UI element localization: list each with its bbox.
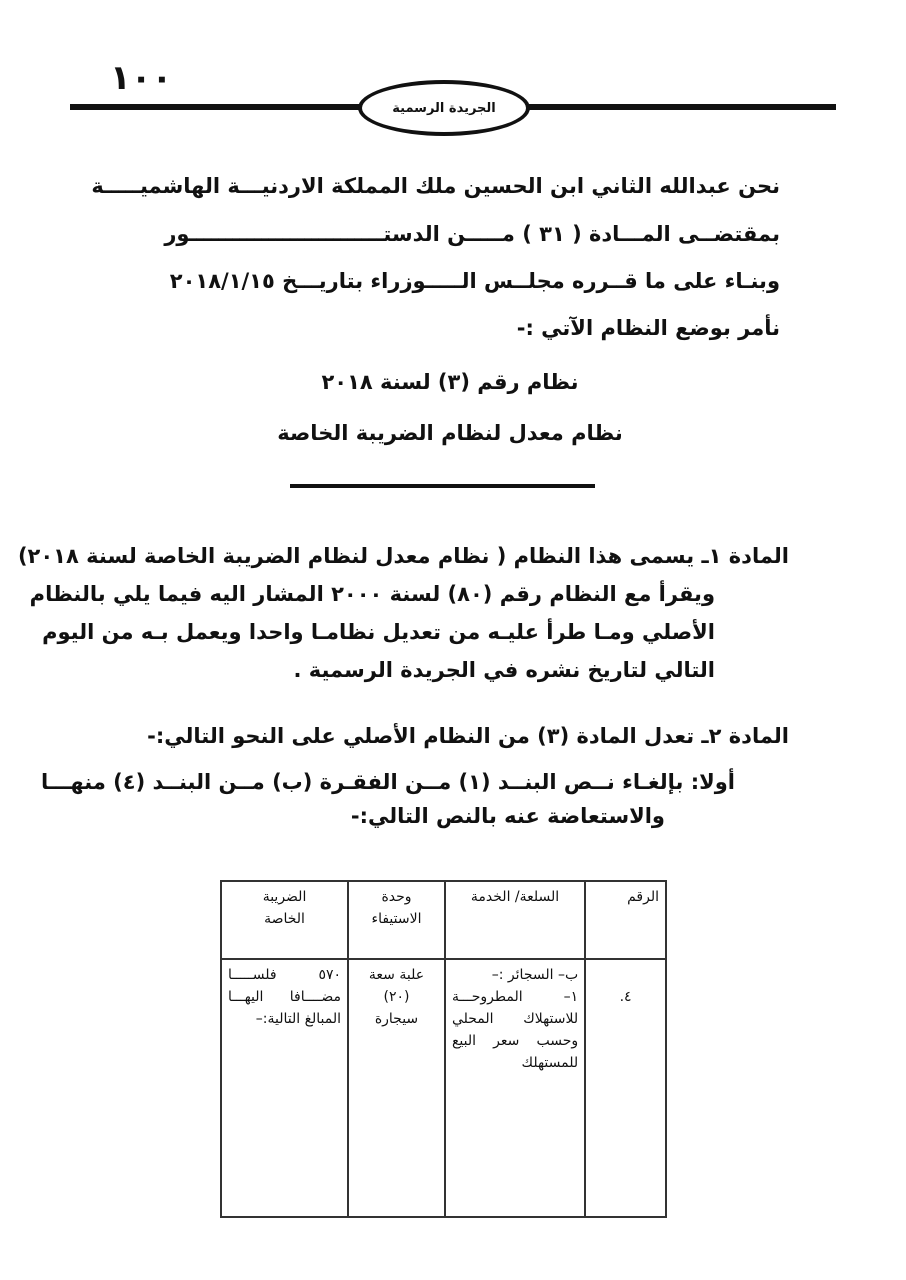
- gazette-name: الجريدة الرسمية: [392, 100, 496, 116]
- header-unit-line-2: الاستيفاء: [371, 911, 422, 927]
- preamble-line-1: نحن عبدالله الثاني ابن الحسين ملك المملكة الاردنيـــة الهاشميـــــة: [91, 174, 780, 198]
- title-rule: [290, 484, 595, 488]
- table-row: [221, 959, 666, 1217]
- row-unit: [348, 959, 445, 1217]
- row-item-line-4: وحسب سعر البيع: [451, 1033, 579, 1049]
- header-tax-line-1: الضريبة: [262, 889, 307, 905]
- row-tax-line-1: ٥٧٠ فلســـــا: [228, 967, 342, 983]
- row-number: ٤.: [585, 959, 666, 1217]
- row-item-line-1: ب– السجائر :–: [491, 967, 579, 983]
- tax-schedule-table: [220, 880, 667, 1218]
- header-tax-line-2: الخاصة: [264, 911, 305, 927]
- article1-line-4: التالي لتاريخ نشره في الجريدة الرسمية .: [293, 658, 715, 682]
- article1-line-3: الأصلي ومـا طرأ عليـه من تعديل نظامـا واحدا ويعمل بـه من اليوم: [42, 620, 715, 644]
- header-unit-line-1: وحدة: [381, 889, 412, 905]
- table-header-row: [221, 881, 666, 959]
- article1-line-2: ويقرأ مع النظام رقم (٨٠) لسنة ٢٠٠٠ المشار اليه فيما يلي بالنظام: [29, 582, 715, 606]
- row-item: [445, 959, 585, 1217]
- row-unit-line-3: سيجارة: [374, 1011, 419, 1027]
- preamble-line-4: نأمر بوضع النظام الآتي :-: [516, 316, 780, 340]
- row-unit-line-2: (٢٠): [383, 989, 410, 1005]
- row-item-line-5: للمستهلك: [521, 1055, 579, 1071]
- row-item-line-3: للاستهلاك المحلي: [451, 1011, 579, 1027]
- regulation-number: نظام رقم (٣) لسنة ٢٠١٨: [321, 370, 579, 394]
- row-tax-line-2: مضــــافا اليهـــا: [228, 989, 342, 1005]
- preamble-line-2: بمقتضــى المـــادة ( ٣١ ) مـــــن الدستـــــــــــــــــــــــــــور: [164, 222, 780, 246]
- gazette-name-badge: [358, 80, 530, 136]
- row-tax: [221, 959, 348, 1217]
- row-unit-line-1: علبة سعة: [368, 967, 425, 983]
- row-item-line-2: ١– المطروحـــة: [451, 989, 579, 1005]
- article2-clause-line-2: والاستعاضة عنه بالنص التالي:-: [350, 804, 665, 828]
- article2-clause-line-1: أولا: بإلغـاء نــص البنــد (١) مــن الفقـرة (ب) مــن البنــد (٤) منهـــا: [40, 770, 735, 794]
- header-unit: [348, 881, 445, 959]
- header-tax: [221, 881, 348, 959]
- header-item: السلعة/ الخدمة: [445, 881, 585, 959]
- regulation-name: نظام معدل لنظام الضريبة الخاصة: [277, 421, 623, 445]
- preamble-line-3: وبنـاء على ما قــرره مجلــس الـــــوزراء بتاريـــخ ٢٠١٨/١/١٥: [169, 269, 780, 293]
- page-number: ١٠٠: [110, 58, 173, 98]
- header-number: الرقم: [585, 881, 666, 959]
- article2-line-1: المادة ٢ـ تعدل المادة (٣) من النظام الأصلي على النحو التالي:-: [147, 724, 789, 748]
- row-tax-line-3: المبالغ التالية:–: [255, 1011, 342, 1027]
- article1-line-1: المادة ١ـ يسمى هذا النظام ( نظام معدل لنظام الضريبة الخاصة لسنة ٢٠١٨): [17, 544, 789, 568]
